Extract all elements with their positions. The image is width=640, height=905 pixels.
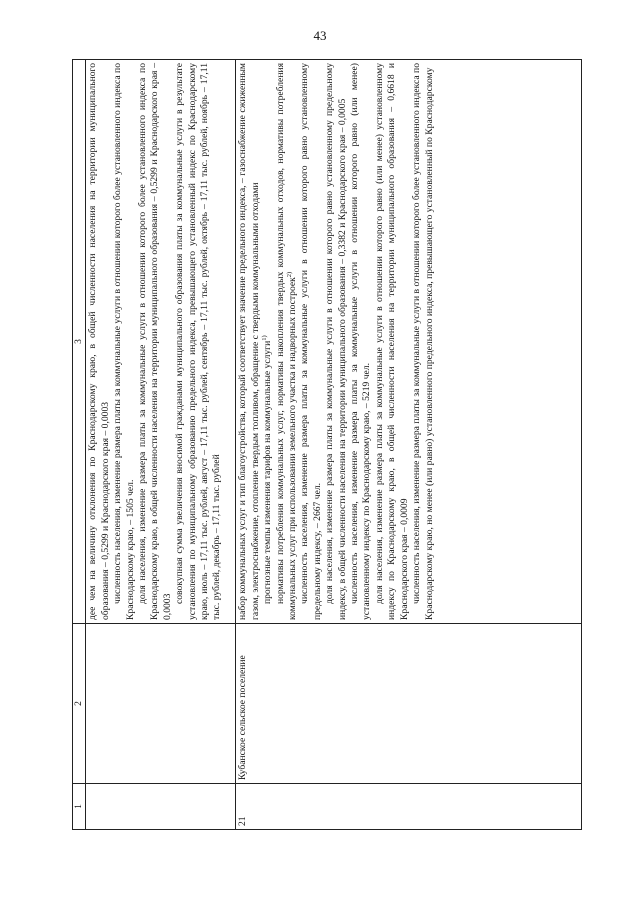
prev-line: дее чем на величину отклонения по Краснодарскому краю, в общей численности населения на территории муниципального образования – 0,5299 и Краснодарского края – 0,0003 <box>87 63 111 620</box>
header-col-1: 1 <box>73 784 86 830</box>
row-num-cell: 21 <box>236 784 582 830</box>
header-row <box>73 60 86 830</box>
table-row-previous <box>86 60 236 830</box>
content-paragraph: прогнозные темпы изменения тарифов на коммунальные услуги$^{1)}$ <box>261 335 274 604</box>
prev-num-cell <box>86 784 236 830</box>
content-paragraph: набор коммунальных услуг и тип благоустройства, который соответствует значение предельного индекса, – газоснабжение сжиженным газом, электроснабжение, отопление твердым топливом, обращение с твердыми коммунальными отходами <box>237 63 261 620</box>
header-col-2: 2 <box>73 624 86 784</box>
content-paragraph: доля населения, изменение размера платы за коммунальные услуги в отношении которого равно (или менее) установленному индексу по Краснодарскому краю, в общей численности населения на территории муниципального образования – 0,6618 и Краснодарского края – 0,0009 <box>373 63 410 620</box>
content-paragraph: численность населения, изменение размера платы за коммунальные услуги в отношении которого равно (или менее) установленному индексу по Краснодарскому краю, – 5219 чел. <box>349 63 373 620</box>
content-paragraph: численность населения, изменение размера платы за коммунальные услуги в отношении которого более установленного индекса по Краснодарскому краю, но менее (или равно) установленного предельного индекса, превышающего установленный по Краснодарскому <box>411 63 435 620</box>
data-table <box>72 59 582 830</box>
prev-line: совокупная сумма увеличения вносимой гражданами муниципального образования платы за коммунальные услуги в результате установления по муниципальному образованию предельного индекса, превышающего установленный индекс по Краснодарскому краю, июль – 17,11 тыс. рублей, август – 17,11 тыс. рублей, сентябрь – 17,11 тыс. рублей, октябрь – 17,11 тыс. рублей, ноябрь – 17,11 тыс. рублей, декабрь – 17,11 тыс. рублей <box>174 63 223 620</box>
prev-name-cell <box>86 624 236 784</box>
row-content-cell <box>236 60 582 624</box>
footnote-ref: 1) <box>261 335 269 341</box>
table-row-21 <box>236 60 582 830</box>
content-paragraph: доля населения, изменение размера платы за коммунальные услуги в отношении которого равно установленному предельному индексу, в общей численности населения на территории муниципального образования – 0,3382 и Краснодарского края – 0,0005 <box>324 63 348 620</box>
row-name-cell: Кубанское сельское поселение <box>236 624 582 784</box>
prev-line: численность населения, изменение размера платы за коммунальные услуги в отношении которого более установленного индекса по Краснодарскому краю, – 1505 чел. <box>112 63 136 620</box>
content-paragraph: численность населения, изменение размера платы за коммунальные услуги в отношении которого равно установленному предельному индексу, – 2667 чел. <box>299 63 323 620</box>
page-number: 43 <box>313 28 327 43</box>
header-col-3: 3 <box>73 60 86 624</box>
content-paragraph: нормативы потребления коммунальных услуг, нормативы накопления твердых коммунальных отходов, нормативы потребления коммунальных услуг при использовании земельного участка и надворных построек$^{2)}$ <box>274 63 299 620</box>
prev-line: доля населения, изменение размера платы за коммунальные услуги в отношении которого более установленного индекса по Краснодарскому краю, в общей численности населения на территории муниципального образования – 0,5299 и Краснодарского края – 0,0003 <box>137 63 173 620</box>
prev-content-cell <box>86 60 236 624</box>
rotated-table-container <box>72 60 582 830</box>
footnote-ref: 2) <box>285 271 293 278</box>
